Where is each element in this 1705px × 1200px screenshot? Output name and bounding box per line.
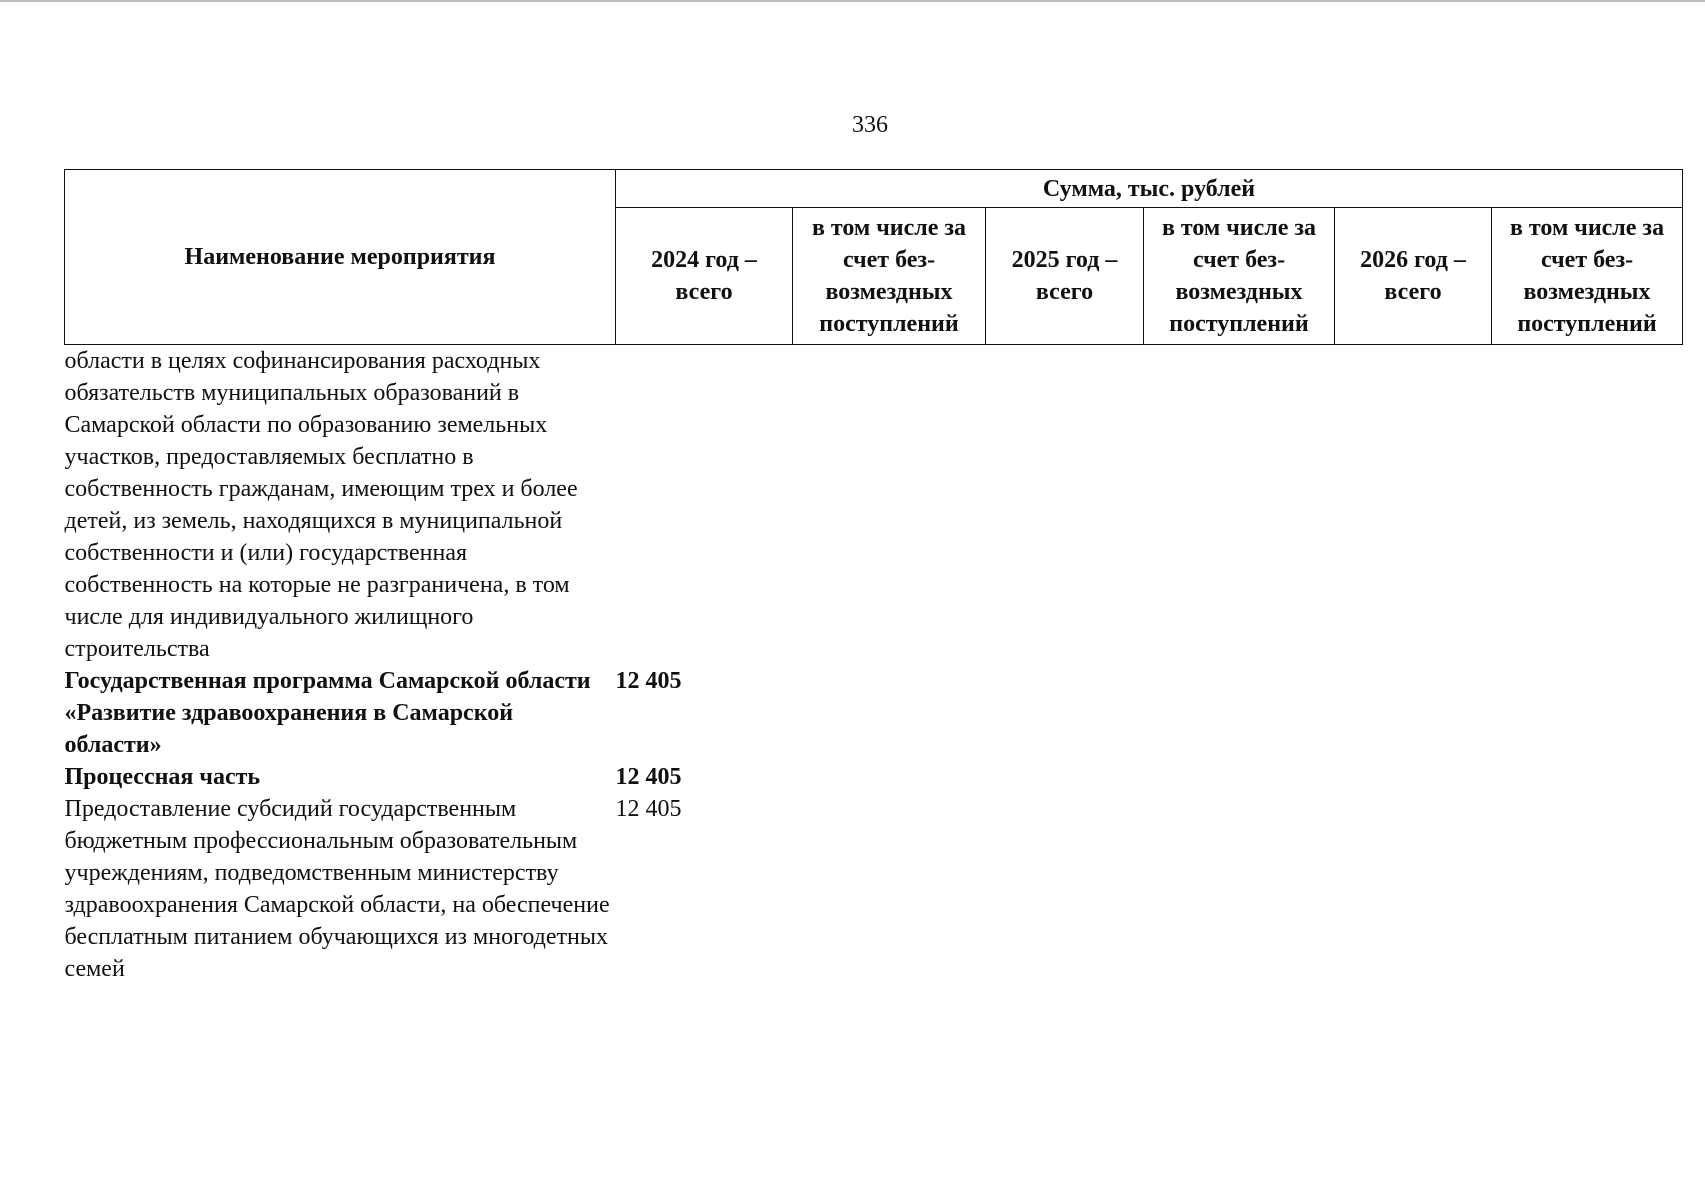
table-row	[65, 345, 1683, 666]
row-2024-total: 12 405	[615, 668, 682, 694]
row-name: Процессная часть	[64, 764, 261, 790]
row-2024-total: 12 405	[615, 796, 682, 822]
header-sum-group: Сумма, тыс. рублей	[616, 170, 1683, 208]
header-name-column: Наименование мероприятия	[65, 170, 616, 345]
table-row	[65, 793, 1683, 985]
row-name: Предоставление субсидий государственным бюджетным профессиональным образовательным учреждениям, подведомственным министерству здравоохранения Самарской области, на обеспечение бесплатным питанием обучающихся из многодетных семей	[64, 796, 610, 982]
header-2025-gratuitous: в том числе за счет без-возмездных поступлений	[1144, 208, 1335, 345]
header-2026-gratuitous: в том числе за счет без-возмездных поступлений	[1492, 208, 1683, 345]
row-2024-total: 12 405	[615, 764, 682, 790]
table-body	[65, 345, 1683, 986]
row-name: области в целях софинансирования расходных обязательств муниципальных образований в Самарской области по образованию земельных участков, предоставляемых бесплатно в собственность гражданам, имеющим трех и более детей, из земель, находящихся в муниципальной собственности и (или) государственная собственность на которые не разграничена, в том числе для индивидуального жилищного строительства	[64, 348, 578, 662]
scan-top-edge	[0, 0, 1705, 2]
table-header	[65, 170, 1683, 345]
header-2024-total: 2024 год – всего	[616, 208, 793, 345]
page-number: 336	[852, 112, 888, 138]
table-row	[65, 761, 1683, 793]
header-2025-total: 2025 год – всего	[986, 208, 1144, 345]
header-2026-total: 2026 год – всего	[1335, 208, 1492, 345]
budget-table	[64, 169, 1683, 985]
table-row	[65, 665, 1683, 761]
row-2024-total	[616, 345, 793, 666]
row-name: Государственная программа Самарской области «Развитие здравоохранения в Самарской области»	[64, 668, 591, 758]
header-2024-gratuitous: в том числе за счет без-возмездных поступлений	[793, 208, 986, 345]
